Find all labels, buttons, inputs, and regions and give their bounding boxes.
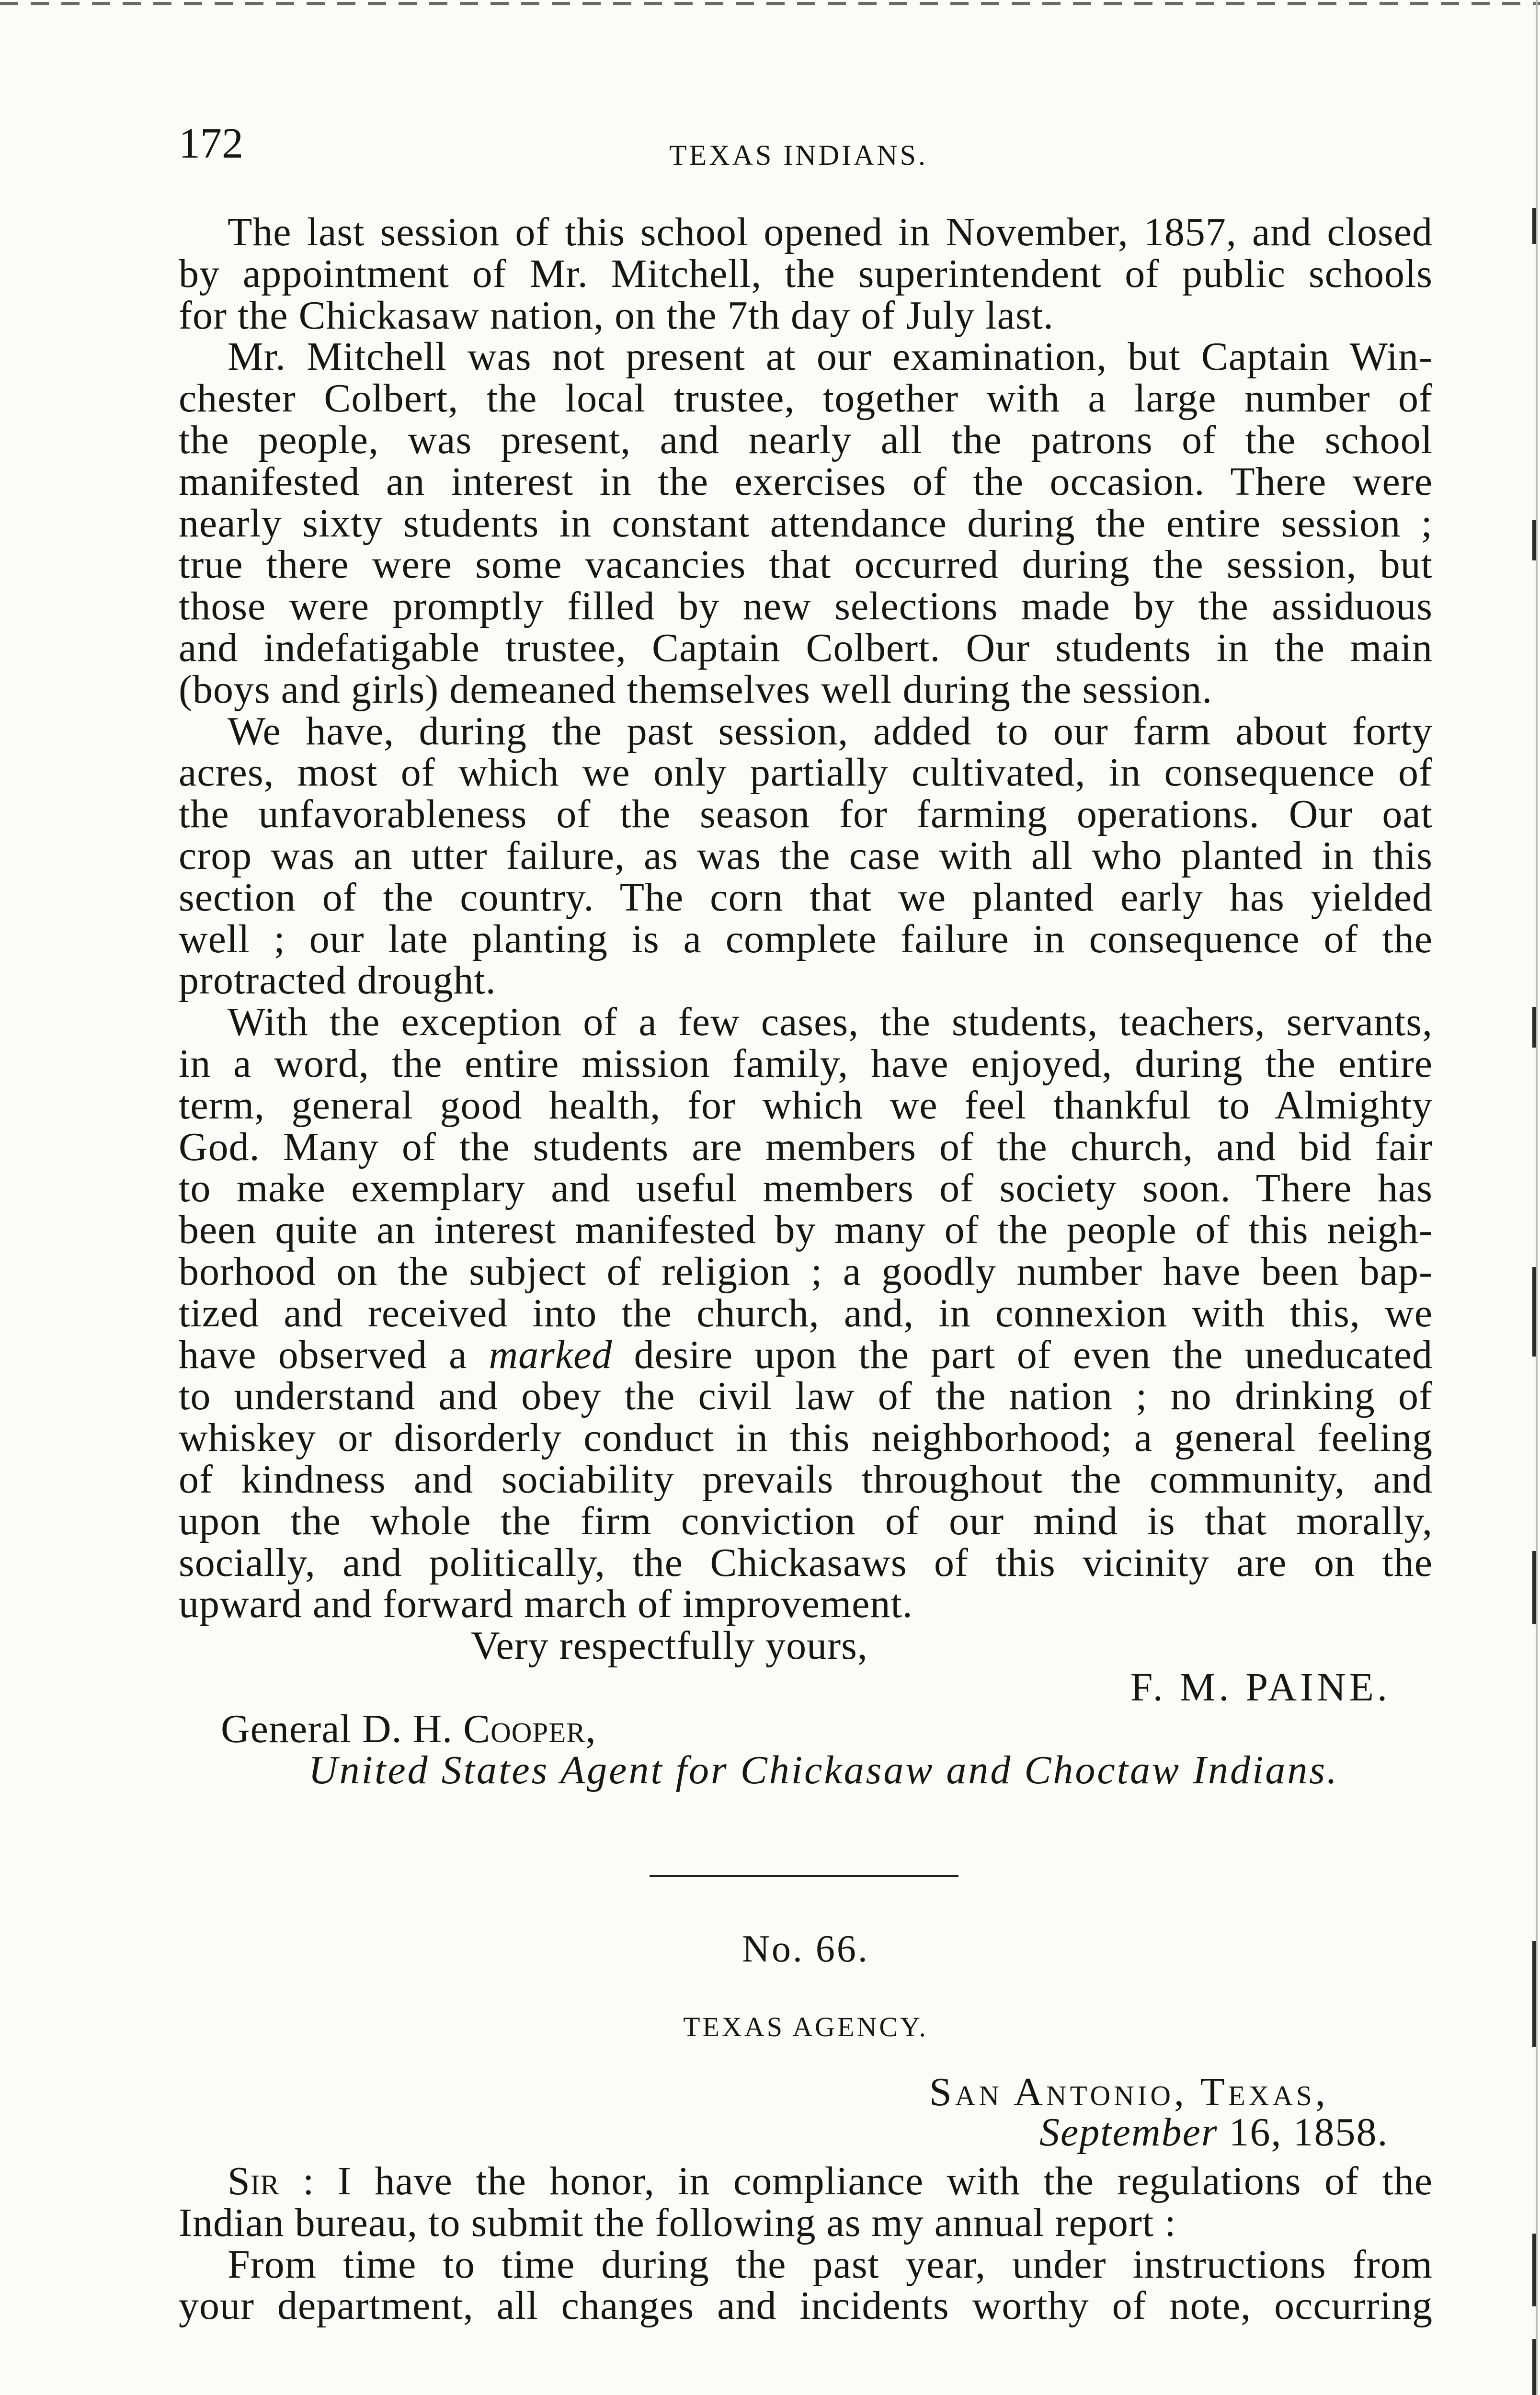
text-segment: have observed a <box>179 1332 489 1377</box>
scan-edge-mark <box>1532 1941 1536 2047</box>
scan-edge-mark <box>1532 1551 1536 1624</box>
text-line <box>179 1334 1433 1376</box>
text-line: From time to time during the past year, under instructions from <box>228 2242 1433 2287</box>
scan-edge-mark <box>1532 208 1536 244</box>
text-line: those were promptly filled by new selections made by the assiduous <box>179 584 1433 629</box>
text-line: The last session of this school opened in November, 1857, and closed <box>228 210 1433 254</box>
text-line: upon the whole the firm conviction of our mind is that morally, <box>179 1498 1433 1543</box>
text-line: acres, most of which we only partially cultivated, in consequence of <box>179 750 1433 795</box>
text-line: for the Chickasaw nation, on the 7th day of July last. <box>179 293 1054 338</box>
text-line: to make exemplary and useful members of society soon. There has <box>179 1166 1433 1211</box>
text-line: well ; our late planting is a complete failure in consequence of the <box>179 916 1433 961</box>
text-segment: : I have the honor, in compliance with the regulations of the <box>279 2159 1433 2203</box>
italic-word: marked <box>489 1332 613 1377</box>
letter-place: San Antonio, Texas, <box>929 2070 1329 2114</box>
text-line: God. Many of the students are members of the church, and bid fair <box>179 1124 1433 1169</box>
text-line: With the exception of a few cases, the students, teachers, servants, <box>228 1000 1433 1045</box>
text-line: chester Colbert, the local trustee, together with a large number of <box>179 376 1433 421</box>
text-line: by appointment of Mr. Mitchell, the superintendent of public schools <box>179 251 1433 296</box>
text-line: manifested an interest in the exercises of the occasion. There were <box>179 459 1433 504</box>
date-rest: 16, 1858. <box>1218 2110 1389 2155</box>
text-line: Indian bureau, to submit the following as my annual report : <box>179 2200 1176 2245</box>
scan-edge-mark <box>1532 2339 1536 2395</box>
text-line: section of the country. The corn that we planted early has yielded <box>179 875 1433 920</box>
text-line <box>179 2161 1433 2202</box>
letter-date <box>1039 2112 1389 2154</box>
text-line: to understand and obey the civil law of the nation ; no drinking of <box>179 1374 1433 1419</box>
text-line: tized and received into the church, and, in connexion with this, we <box>179 1290 1433 1335</box>
text-line: true there were some vacancies that occurred during the session, but <box>179 542 1433 587</box>
date-month: September <box>1039 2110 1218 2155</box>
section-heading: TEXAS AGENCY. <box>683 2011 928 2042</box>
signature: F. M. PAINE. <box>1130 1665 1391 1710</box>
addressee-name: Cooper <box>463 1706 586 1751</box>
text-line: nearly sixty students in constant attendance during the entire session ; <box>179 501 1433 546</box>
text-line: protracted drought. <box>179 958 496 1003</box>
text-line: whiskey or disorderly conduct in this neighborhood; a general feeling <box>179 1415 1433 1460</box>
text-line: your department, all changes and incidents worthy of note, occurring <box>179 2283 1433 2328</box>
report-body <box>179 2161 1433 2327</box>
salutation: Sir <box>228 2159 280 2203</box>
text-line: in a word, the entire mission family, have enjoyed, during the entire <box>179 1041 1433 1086</box>
addressee-prefix: General D. H. <box>221 1706 464 1751</box>
text-line: Mr. Mitchell was not present at our examination, but Captain Win- <box>228 334 1433 379</box>
text-line: crop was an utter failure, as was the case with all who planted in this <box>179 833 1433 878</box>
letter-closing: Very respectfully yours, <box>471 1623 868 1668</box>
text-line: (boys and girls) demeaned themselves well during the session. <box>179 667 1213 712</box>
text-line: and indefatigable trustee, Captain Colbert. Our students in the main <box>179 625 1433 670</box>
scan-edge-mark <box>1532 1267 1536 1357</box>
text-line: been quite an interest manifested by many of the people of this neigh- <box>179 1208 1433 1253</box>
addressee <box>179 1706 1433 1751</box>
text-line: the unfavorableness of the season for farming operations. Our oat <box>179 792 1433 837</box>
text-line: socially, and politically, the Chickasaws of this vicinity are on the <box>179 1540 1433 1585</box>
scan-edge-mark <box>1532 520 1536 560</box>
scan-top-edge <box>0 2 1540 5</box>
running-head: TEXAS INDIANS. <box>669 139 928 171</box>
addressee-title: United States Agent for Chickasaw and Choctaw Indians. <box>308 1748 1339 1793</box>
document-number: No. 66. <box>742 1928 869 1970</box>
text-line: upward and forward march of improvement. <box>179 1582 913 1627</box>
text-line: the people, was present, and nearly all the patrons of the school <box>179 417 1433 462</box>
text-line: We have, during the past session, added to our farm about forty <box>228 708 1433 753</box>
page-number: 172 <box>179 120 243 167</box>
section-divider <box>650 1875 958 1877</box>
addressee-suffix: , <box>585 1706 596 1751</box>
scan-edge-mark <box>1532 2234 1536 2306</box>
text-line: term, general good health, for which we feel thankful to Almighty <box>179 1083 1433 1128</box>
text-line: borhood on the subject of religion ; a goodly number have been bap- <box>179 1249 1433 1294</box>
letter-body <box>179 212 1433 1791</box>
text-line: of kindness and sociability prevails throughout the community, and <box>179 1457 1433 1502</box>
scan-edge-mark <box>1532 1007 1536 1048</box>
text-segment: desire upon the part of even the uneducated <box>612 1332 1433 1377</box>
